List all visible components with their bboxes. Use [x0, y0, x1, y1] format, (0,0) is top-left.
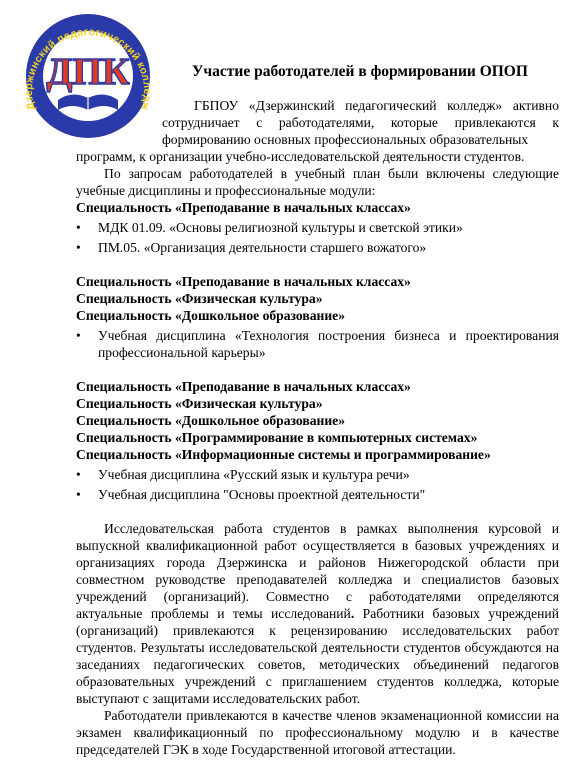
- specialty-heading: Специальность «Дошкольное образование»: [76, 308, 346, 323]
- bullet-icon: •: [76, 328, 81, 343]
- intro-paragraph: ГБПОУ «Дзержинский педагогический колледж» активно сотрудничает с работодателями, которые привлекаются к формированию основных профессиональных образовательных: [162, 98, 559, 147]
- specialty-heading: Специальность «Информационные системы и программирование»: [76, 447, 491, 462]
- college-logo: [14, 10, 162, 142]
- specialty-heading: Специальность «Физическая культура»: [76, 396, 323, 411]
- specialty-heading: Специальность «Программирование в компьютерных системах»: [76, 430, 478, 445]
- list-item: • Учебная дисциплина «Технология построения бизнеса и проектирования профессиональной карьеры»: [76, 328, 559, 360]
- specialty-heading: Специальность «Преподавание в начальных классах»: [76, 379, 411, 394]
- list-item: • ПМ.05. «Организация деятельности старшего вожатого»: [76, 240, 427, 255]
- bullet-icon: •: [76, 220, 81, 235]
- intro-paragraph-tail: программ, к организации учебно-исследовательской деятельности студентов.: [76, 149, 525, 164]
- document-body: [76, 148, 559, 758]
- disciplines-intro-paragraph: По запросам работодателей в учебный план были включены следующие учебные дисциплины и профессиональные модули:: [76, 166, 559, 198]
- logo-letters: ДПК: [46, 51, 130, 93]
- logo-arc-text: Дзержинский педагогический колледж: [22, 26, 154, 112]
- bullet-icon: •: [76, 467, 81, 482]
- specialty-group-2: [76, 273, 559, 361]
- list-item: • Учебная дисциплина "Основы проектной деятельности": [76, 487, 426, 502]
- bullet-icon: •: [76, 240, 81, 255]
- specialty-heading: Специальность «Физическая культура»: [76, 291, 323, 306]
- specialty-group-1: [76, 199, 559, 256]
- specialty-group-3: [76, 378, 559, 503]
- research-paragraph: Исследовательская работа студентов в рамках выполнения курсовой и выпускной квалификационной работ осуществляется в базовых учреждениях и организациях города Дзержинска и районов Нижегородской области при совместном руководстве преподавателей колледжа и специалистов базовых учреждений (организаций). Совместно с работодателями определяются актуальные проблемы и темы исследований. Работники базовых учреждений (организаций) привлекаются к рецензированию исследовательских работ студентов. Результаты исследовательской деятельности студентов обсуждаются на заседаниях педагогических советов, методических объединений педагогов образовательных учреждений с приглашением студентов колледжа, которые выступают с защитами исследовательских работ.: [76, 521, 559, 706]
- bullet-icon: •: [76, 487, 81, 502]
- list-item: • МДК 01.09. «Основы религиозной культуры и светской этики»: [76, 220, 463, 235]
- employers-paragraph: Работодатели привлекаются в качестве членов экзаменационной комиссии на экзамен квалификационный по профессиональному модулю и в качестве председателей ГЭК в ходе Государственной итоговой аттестации.: [76, 708, 559, 757]
- specialty-heading: Специальность «Преподавание в начальных классах»: [76, 200, 411, 215]
- page-title: Участие работодателей в формировании ОПОП: [192, 63, 528, 80]
- list-item: • Учебная дисциплина «Русский язык и культура речи»: [76, 467, 410, 482]
- specialty-heading: Специальность «Преподавание в начальных классах»: [76, 274, 411, 289]
- specialty-heading: Специальность «Дошкольное образование»: [76, 413, 346, 428]
